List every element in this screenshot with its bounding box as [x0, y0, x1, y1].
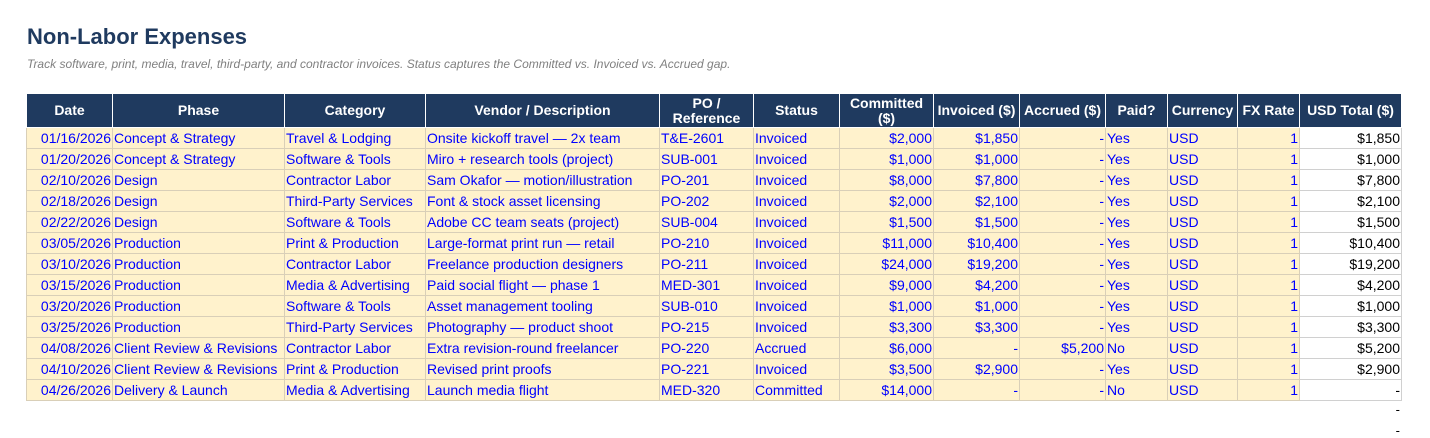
phase-cell[interactable]: Production [113, 317, 285, 338]
invoiced-cell[interactable]: $2,100 [934, 191, 1020, 212]
accrued-cell[interactable]: - [1020, 317, 1106, 338]
phase-cell[interactable]: Design [113, 212, 285, 233]
currency-cell[interactable]: USD [1168, 317, 1238, 338]
extra-total-cell: - [1395, 423, 1400, 438]
phase-cell[interactable]: Design [113, 191, 285, 212]
status-cell[interactable]: Invoiced [754, 170, 840, 191]
usd-total-cell[interactable]: $7,800 [1300, 170, 1402, 191]
currency-cell[interactable]: USD [1168, 254, 1238, 275]
status-cell[interactable]: Invoiced [754, 296, 840, 317]
status-cell[interactable]: Invoiced [754, 359, 840, 380]
vendor-cell[interactable]: Onsite kickoff travel — 2x team [426, 128, 660, 149]
page-subtitle: Track software, print, media, travel, third-party, and contractor invoices. Status captures the Committed vs. Invoiced vs. Accrued gap. [27, 57, 731, 71]
category-cell[interactable]: Print & Production [285, 233, 426, 254]
header-status[interactable]: Status [754, 94, 840, 128]
table-row [27, 380, 1402, 401]
header-committed[interactable]: Committed ($) [840, 94, 934, 128]
accrued-cell[interactable]: - [1020, 254, 1106, 275]
committed-cell[interactable]: $1,000 [840, 296, 934, 317]
header-accrued[interactable]: Accrued ($) [1020, 94, 1106, 128]
table-row [27, 275, 1402, 296]
header-row [27, 94, 1402, 128]
fx-rate-cell[interactable]: 1 [1238, 233, 1300, 254]
extra-total-cell: - [1395, 402, 1400, 417]
header-fx-rate[interactable]: FX Rate [1238, 94, 1300, 128]
status-cell[interactable]: Accrued [754, 338, 840, 359]
status-cell[interactable]: Invoiced [754, 191, 840, 212]
po-cell[interactable]: PO-202 [660, 191, 754, 212]
table-row [27, 317, 1402, 338]
currency-cell[interactable]: USD [1168, 359, 1238, 380]
paid-cell[interactable]: Yes [1106, 191, 1168, 212]
status-cell[interactable]: Invoiced [754, 317, 840, 338]
fx-rate-cell[interactable]: 1 [1238, 380, 1300, 401]
paid-cell[interactable]: Yes [1106, 149, 1168, 170]
paid-cell[interactable]: Yes [1106, 233, 1168, 254]
status-cell[interactable]: Invoiced [754, 275, 840, 296]
usd-total-cell[interactable]: $3,300 [1300, 317, 1402, 338]
committed-cell[interactable]: $9,000 [840, 275, 934, 296]
category-cell[interactable]: Third-Party Services [285, 317, 426, 338]
table-row [27, 296, 1402, 317]
page-title: Non-Labor Expenses [27, 24, 248, 49]
committed-cell[interactable]: $1,500 [840, 212, 934, 233]
po-cell[interactable]: T&E-2601 [660, 128, 754, 149]
vendor-cell[interactable]: Freelance production designers [426, 254, 660, 275]
status-cell[interactable]: Invoiced [754, 233, 840, 254]
phase-cell[interactable]: Client Review & Revisions [113, 338, 285, 359]
vendor-cell[interactable]: Paid social flight — phase 1 [426, 275, 660, 296]
status-cell[interactable]: Invoiced [754, 212, 840, 233]
vendor-cell[interactable]: Large-format print run — retail [426, 233, 660, 254]
usd-total-cell[interactable]: $5,200 [1300, 338, 1402, 359]
header-vendor[interactable]: Vendor / Description [426, 94, 660, 128]
fx-rate-cell[interactable]: 1 [1238, 296, 1300, 317]
invoiced-cell[interactable]: $2,900 [934, 359, 1020, 380]
vendor-cell[interactable]: Sam Okafor — motion/illustration [426, 170, 660, 191]
header-usd-total[interactable]: USD Total ($) [1300, 94, 1402, 128]
paid-cell[interactable]: No [1106, 380, 1168, 401]
phase-cell[interactable]: Client Review & Revisions [113, 359, 285, 380]
date-cell[interactable]: 01/20/2026 [27, 149, 113, 170]
committed-cell[interactable]: $1,000 [840, 149, 934, 170]
fx-rate-cell[interactable]: 1 [1238, 170, 1300, 191]
usd-total-cell[interactable]: $10,400 [1300, 233, 1402, 254]
usd-total-cell[interactable]: $1,850 [1300, 128, 1402, 149]
vendor-cell[interactable]: Photography — product shoot [426, 317, 660, 338]
currency-cell[interactable]: USD [1168, 191, 1238, 212]
header-po[interactable]: PO / Reference [660, 94, 754, 128]
usd-total-cell[interactable]: $4,200 [1300, 275, 1402, 296]
vendor-cell[interactable]: Extra revision-round freelancer [426, 338, 660, 359]
category-cell[interactable]: Media & Advertising [285, 380, 426, 401]
accrued-cell[interactable]: - [1020, 128, 1106, 149]
fx-rate-cell[interactable]: 1 [1238, 254, 1300, 275]
po-cell[interactable]: PO-210 [660, 233, 754, 254]
date-cell[interactable]: 02/10/2026 [27, 170, 113, 191]
phase-cell[interactable]: Production [113, 275, 285, 296]
invoiced-cell[interactable]: $1,850 [934, 128, 1020, 149]
vendor-cell[interactable]: Asset management tooling [426, 296, 660, 317]
currency-cell[interactable]: USD [1168, 296, 1238, 317]
vendor-cell[interactable]: Miro + research tools (project) [426, 149, 660, 170]
table-row [27, 338, 1402, 359]
invoiced-cell[interactable]: $1,000 [934, 149, 1020, 170]
status-cell[interactable]: Committed [754, 380, 840, 401]
category-cell[interactable]: Software & Tools [285, 212, 426, 233]
category-cell[interactable]: Contractor Labor [285, 338, 426, 359]
header-invoiced[interactable]: Invoiced ($) [934, 94, 1020, 128]
date-cell[interactable]: 03/25/2026 [27, 317, 113, 338]
category-cell[interactable]: Contractor Labor [285, 254, 426, 275]
accrued-cell[interactable]: - [1020, 380, 1106, 401]
usd-total-cell[interactable]: $1,000 [1300, 296, 1402, 317]
po-cell[interactable]: MED-301 [660, 275, 754, 296]
date-cell[interactable]: 04/08/2026 [27, 338, 113, 359]
po-cell[interactable]: SUB-004 [660, 212, 754, 233]
usd-total-cell[interactable]: $19,200 [1300, 254, 1402, 275]
committed-cell[interactable]: $3,500 [840, 359, 934, 380]
paid-cell[interactable]: Yes [1106, 359, 1168, 380]
invoiced-cell[interactable]: $7,800 [934, 170, 1020, 191]
phase-cell[interactable]: Delivery & Launch [113, 380, 285, 401]
accrued-cell[interactable]: - [1020, 149, 1106, 170]
category-cell[interactable]: Contractor Labor [285, 170, 426, 191]
table-row [27, 128, 1402, 149]
invoiced-cell[interactable]: $1,000 [934, 296, 1020, 317]
header-currency[interactable]: Currency [1168, 94, 1238, 128]
phase-cell[interactable]: Design [113, 170, 285, 191]
accrued-cell[interactable]: - [1020, 275, 1106, 296]
invoiced-cell[interactable]: - [934, 380, 1020, 401]
table-row [27, 191, 1402, 212]
committed-cell[interactable]: $14,000 [840, 380, 934, 401]
po-cell[interactable]: PO-221 [660, 359, 754, 380]
po-cell[interactable]: PO-211 [660, 254, 754, 275]
category-cell[interactable]: Third-Party Services [285, 191, 426, 212]
accrued-cell[interactable]: - [1020, 359, 1106, 380]
accrued-cell[interactable]: - [1020, 191, 1106, 212]
category-cell[interactable]: Software & Tools [285, 296, 426, 317]
accrued-cell[interactable]: - [1020, 212, 1106, 233]
committed-cell[interactable]: $2,000 [840, 128, 934, 149]
fx-rate-cell[interactable]: 1 [1238, 338, 1300, 359]
usd-total-cell[interactable]: $2,100 [1300, 191, 1402, 212]
date-cell[interactable]: 04/10/2026 [27, 359, 113, 380]
fx-rate-cell[interactable]: 1 [1238, 359, 1300, 380]
currency-cell[interactable]: USD [1168, 380, 1238, 401]
invoiced-cell[interactable]: $4,200 [934, 275, 1020, 296]
usd-total-cell[interactable]: - [1300, 380, 1402, 401]
header-paid[interactable]: Paid? [1106, 94, 1168, 128]
paid-cell[interactable]: No [1106, 338, 1168, 359]
invoiced-cell[interactable]: - [934, 338, 1020, 359]
phase-cell[interactable]: Production [113, 296, 285, 317]
currency-cell[interactable]: USD [1168, 149, 1238, 170]
currency-cell[interactable]: USD [1168, 170, 1238, 191]
date-cell[interactable]: 03/20/2026 [27, 296, 113, 317]
table-row [27, 149, 1402, 170]
committed-cell[interactable]: $2,000 [840, 191, 934, 212]
committed-cell[interactable]: $6,000 [840, 338, 934, 359]
status-cell[interactable]: Invoiced [754, 128, 840, 149]
phase-cell[interactable]: Concept & Strategy [113, 149, 285, 170]
category-cell[interactable]: Print & Production [285, 359, 426, 380]
date-cell[interactable]: 03/10/2026 [27, 254, 113, 275]
category-cell[interactable]: Travel & Lodging [285, 128, 426, 149]
table-row [27, 359, 1402, 380]
paid-cell[interactable]: Yes [1106, 317, 1168, 338]
fx-rate-cell[interactable]: 1 [1238, 275, 1300, 296]
accrued-cell[interactable]: - [1020, 170, 1106, 191]
currency-cell[interactable]: USD [1168, 275, 1238, 296]
date-cell[interactable]: 01/16/2026 [27, 128, 113, 149]
committed-cell[interactable]: $3,300 [840, 317, 934, 338]
header-category[interactable]: Category [285, 94, 426, 128]
fx-rate-cell[interactable]: 1 [1238, 317, 1300, 338]
paid-cell[interactable]: Yes [1106, 128, 1168, 149]
paid-cell[interactable]: Yes [1106, 296, 1168, 317]
invoiced-cell[interactable]: $3,300 [934, 317, 1020, 338]
currency-cell[interactable]: USD [1168, 128, 1238, 149]
invoiced-cell[interactable]: $19,200 [934, 254, 1020, 275]
currency-cell[interactable]: USD [1168, 233, 1238, 254]
po-cell[interactable]: PO-201 [660, 170, 754, 191]
currency-cell[interactable]: USD [1168, 212, 1238, 233]
paid-cell[interactable]: Yes [1106, 254, 1168, 275]
table-row [27, 212, 1402, 233]
usd-total-cell[interactable]: $2,900 [1300, 359, 1402, 380]
vendor-cell[interactable]: Launch media flight [426, 380, 660, 401]
paid-cell[interactable]: Yes [1106, 212, 1168, 233]
accrued-cell[interactable]: - [1020, 296, 1106, 317]
vendor-cell[interactable]: Font & stock asset licensing [426, 191, 660, 212]
phase-cell[interactable]: Concept & Strategy [113, 128, 285, 149]
header-phase[interactable]: Phase [113, 94, 285, 128]
fx-rate-cell[interactable]: 1 [1238, 212, 1300, 233]
category-cell[interactable]: Software & Tools [285, 149, 426, 170]
vendor-cell[interactable]: Adobe CC team seats (project) [426, 212, 660, 233]
phase-cell[interactable]: Production [113, 233, 285, 254]
po-cell[interactable]: PO-215 [660, 317, 754, 338]
currency-cell[interactable]: USD [1168, 338, 1238, 359]
accrued-cell[interactable]: - [1020, 233, 1106, 254]
po-cell[interactable]: SUB-010 [660, 296, 754, 317]
paid-cell[interactable]: Yes [1106, 275, 1168, 296]
committed-cell[interactable]: $8,000 [840, 170, 934, 191]
date-cell[interactable]: 03/05/2026 [27, 233, 113, 254]
expenses-table [26, 93, 1402, 401]
header-date[interactable]: Date [27, 94, 113, 128]
invoiced-cell[interactable]: $10,400 [934, 233, 1020, 254]
po-cell[interactable]: MED-320 [660, 380, 754, 401]
date-cell[interactable]: 04/26/2026 [27, 380, 113, 401]
date-cell[interactable]: 02/18/2026 [27, 191, 113, 212]
usd-total-cell[interactable]: $1,500 [1300, 212, 1402, 233]
vendor-cell[interactable]: Revised print proofs [426, 359, 660, 380]
fx-rate-cell[interactable]: 1 [1238, 149, 1300, 170]
fx-rate-cell[interactable]: 1 [1238, 128, 1300, 149]
table-row [27, 170, 1402, 191]
fx-rate-cell[interactable]: 1 [1238, 191, 1300, 212]
table-row [27, 233, 1402, 254]
invoiced-cell[interactable]: $1,500 [934, 212, 1020, 233]
committed-cell[interactable]: $24,000 [840, 254, 934, 275]
committed-cell[interactable]: $11,000 [840, 233, 934, 254]
date-cell[interactable]: 03/15/2026 [27, 275, 113, 296]
paid-cell[interactable]: Yes [1106, 170, 1168, 191]
phase-cell[interactable]: Production [113, 254, 285, 275]
table-row [27, 254, 1402, 275]
table-body [27, 128, 1402, 401]
status-cell[interactable]: Invoiced [754, 254, 840, 275]
category-cell[interactable]: Media & Advertising [285, 275, 426, 296]
date-cell[interactable]: 02/22/2026 [27, 212, 113, 233]
usd-total-cell[interactable]: $1,000 [1300, 149, 1402, 170]
status-cell[interactable]: Invoiced [754, 149, 840, 170]
po-cell[interactable]: PO-220 [660, 338, 754, 359]
po-cell[interactable]: SUB-001 [660, 149, 754, 170]
accrued-cell[interactable]: $5,200 [1020, 338, 1106, 359]
